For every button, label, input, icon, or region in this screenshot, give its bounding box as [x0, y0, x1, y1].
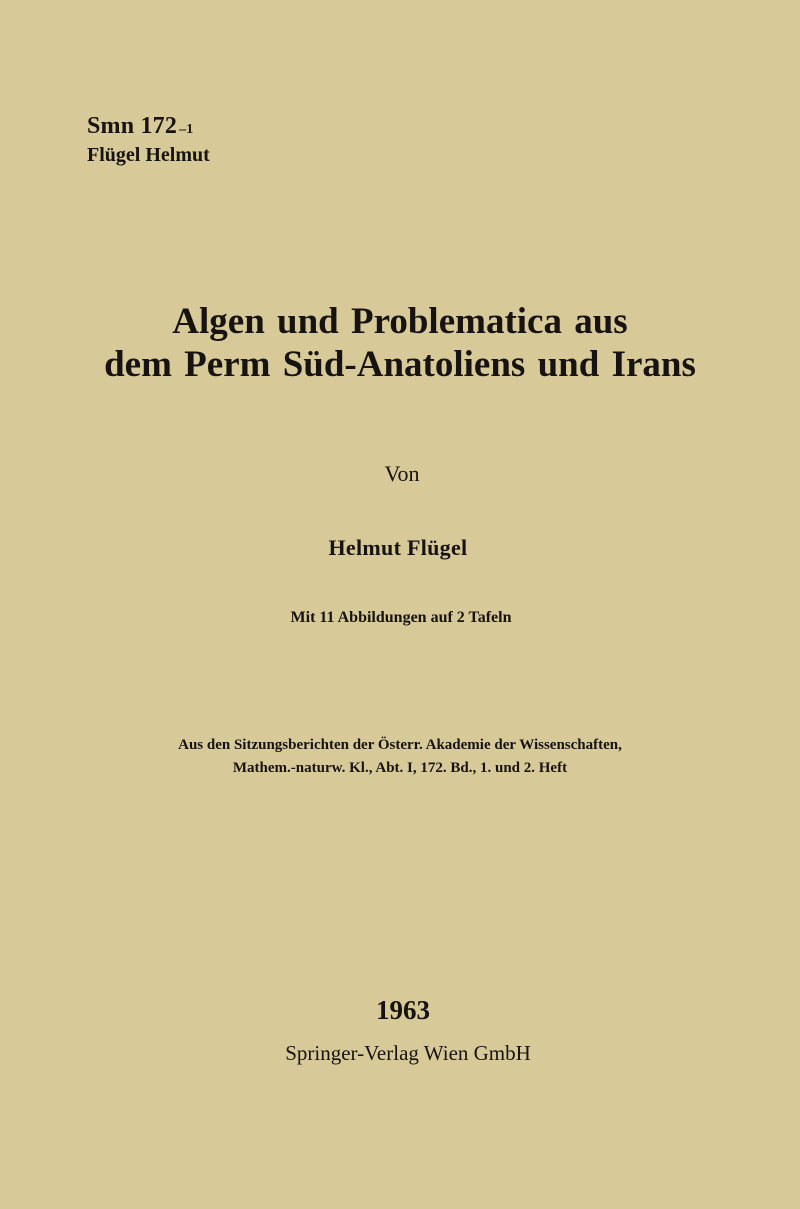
- source-line-2: Mathem.-naturw. Kl., Abt. I, 172. Bd., 1. und 2. Heft: [232, 760, 568, 776]
- series-block: [87, 113, 210, 166]
- source-note: [0, 734, 800, 780]
- book-title: [40, 300, 760, 386]
- series-code: Smn 172: [87, 113, 178, 139]
- title-line-1: Algen und Problematica aus: [172, 301, 628, 342]
- series-suffix: –1: [179, 122, 194, 137]
- publication-year: 1963: [376, 995, 430, 1025]
- series-code-line: [87, 113, 210, 139]
- author-name: Helmut Flügel: [328, 535, 468, 560]
- title-line-2: dem Perm Süd-Anatoliens und Irans: [104, 344, 696, 385]
- byline-von: Von: [384, 461, 420, 486]
- publisher-name: Springer-Verlag Wien GmbH: [285, 1041, 531, 1065]
- series-author: Flügel Helmut: [87, 144, 210, 167]
- source-line-1: Aus den Sitzungsberichten der Österr. Akademie der Wissenschaften,: [178, 737, 622, 753]
- illustrations-note: Mit 11 Abbildungen auf 2 Tafeln: [290, 609, 512, 626]
